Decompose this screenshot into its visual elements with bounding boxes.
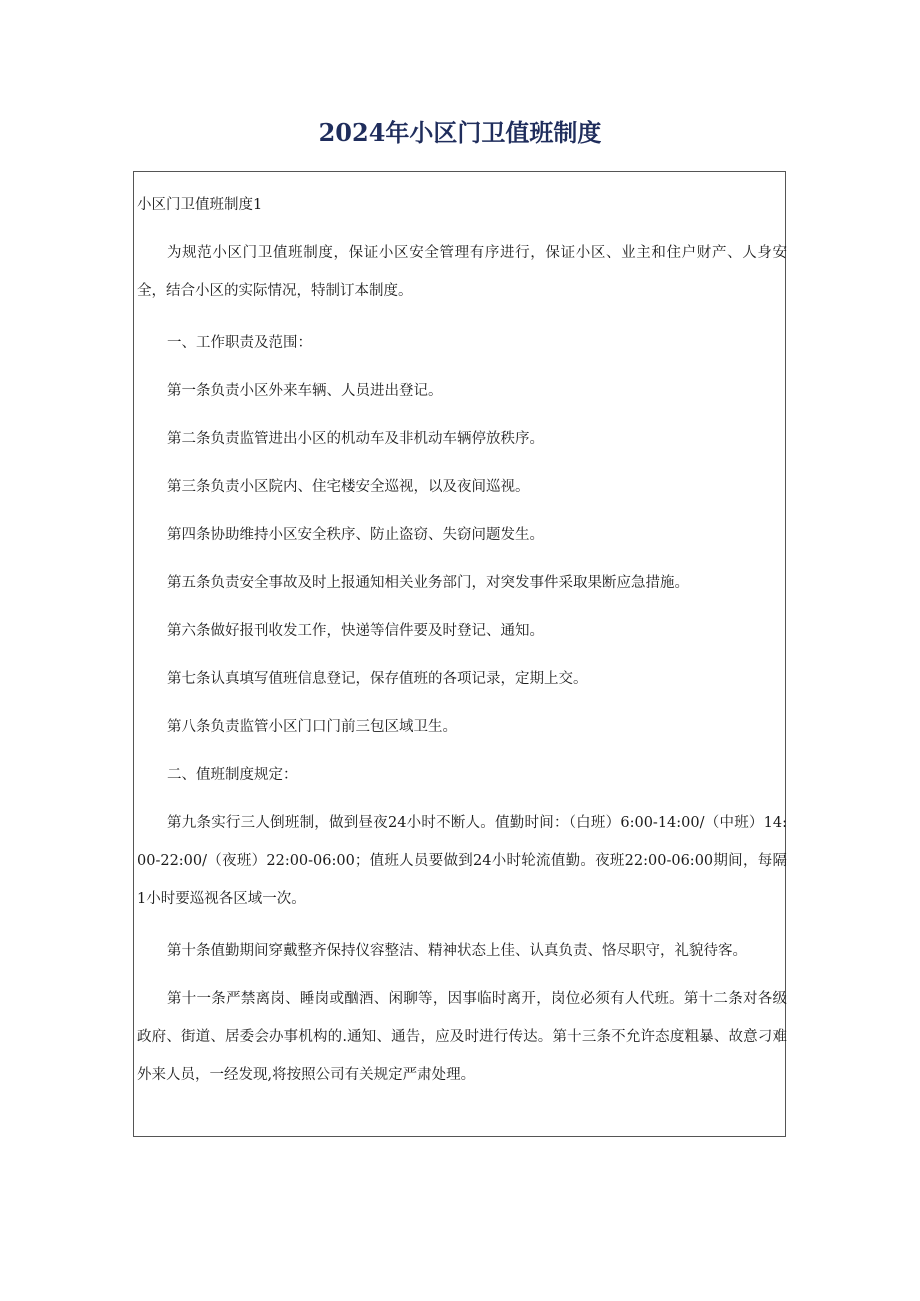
paragraph-article-8: 第八条负责监管小区门口门前三包区域卫生。 [167, 719, 457, 735]
paragraph-article-3: 第三条负责小区院内、住宅楼安全巡视，以及夜间巡视。 [167, 479, 530, 495]
section-heading: 小区门卫值班制度1 [137, 197, 263, 213]
document-title: 2024年小区门卫值班制度 [318, 118, 602, 147]
paragraph-article-7: 第七条认真填写值班信息登记，保存值班的各项记录，定期上交。 [167, 671, 588, 687]
document-body [137, 190, 787, 1112]
paragraph-article-5: 第五条负责安全事故及时上报通知相关业务部门，对突发事件采取果断应急措施。 [167, 575, 689, 591]
content-frame [133, 171, 786, 1137]
paragraph-article-10: 第十条值勤期间穿戴整齐保持仪容整洁、精神状态上佳、认真负责、恪尽职守，礼貌待客。 [167, 943, 747, 959]
paragraph-article-2: 第二条负责监管进出小区的机动车及非机动车辆停放秩序。 [167, 431, 544, 447]
paragraph-article-1: 第一条负责小区外来车辆、人员进出登记。 [167, 383, 443, 399]
paragraph-section-2-heading: 二、值班制度规定： [167, 767, 298, 783]
paragraph-article-9: 第九条实行三人倒班制，做到昼夜24小时不断人。值勤时间：（白班）6:00-14:00/（中班）14:00-22:00/（夜班）22:00-06:00；值班人员要做到24小时轮流值勤。夜班22:00-06:00期间，每隔1小时要巡视各区域一次。 [137, 815, 787, 907]
paragraph-article-6: 第六条做好报刊收发工作，快递等信件要及时登记、通知。 [167, 623, 544, 639]
paragraph-section-1-heading: 一、工作职责及范围： [167, 335, 312, 351]
paragraph-articles-11-13: 第十一条严禁离岗、睡岗或酗酒、闲聊等，因事临时离开，岗位必须有人代班。第十二条对各级政府、街道、居委会办事机构的.通知、通告，应及时进行传达。第十三条不允许态度粗暴、故意刁难外来人员，一经发现,将按照公司有关规定严肃处理。 [137, 991, 787, 1083]
paragraph-article-4: 第四条协助维持小区安全秩序、防止盗窃、失窃问题发生。 [167, 527, 544, 543]
paragraph-intro: 为规范小区门卫值班制度，保证小区安全管理有序进行，保证小区、业主和住户财产、人身安全，结合小区的实际情况，特制订本制度。 [137, 245, 787, 299]
